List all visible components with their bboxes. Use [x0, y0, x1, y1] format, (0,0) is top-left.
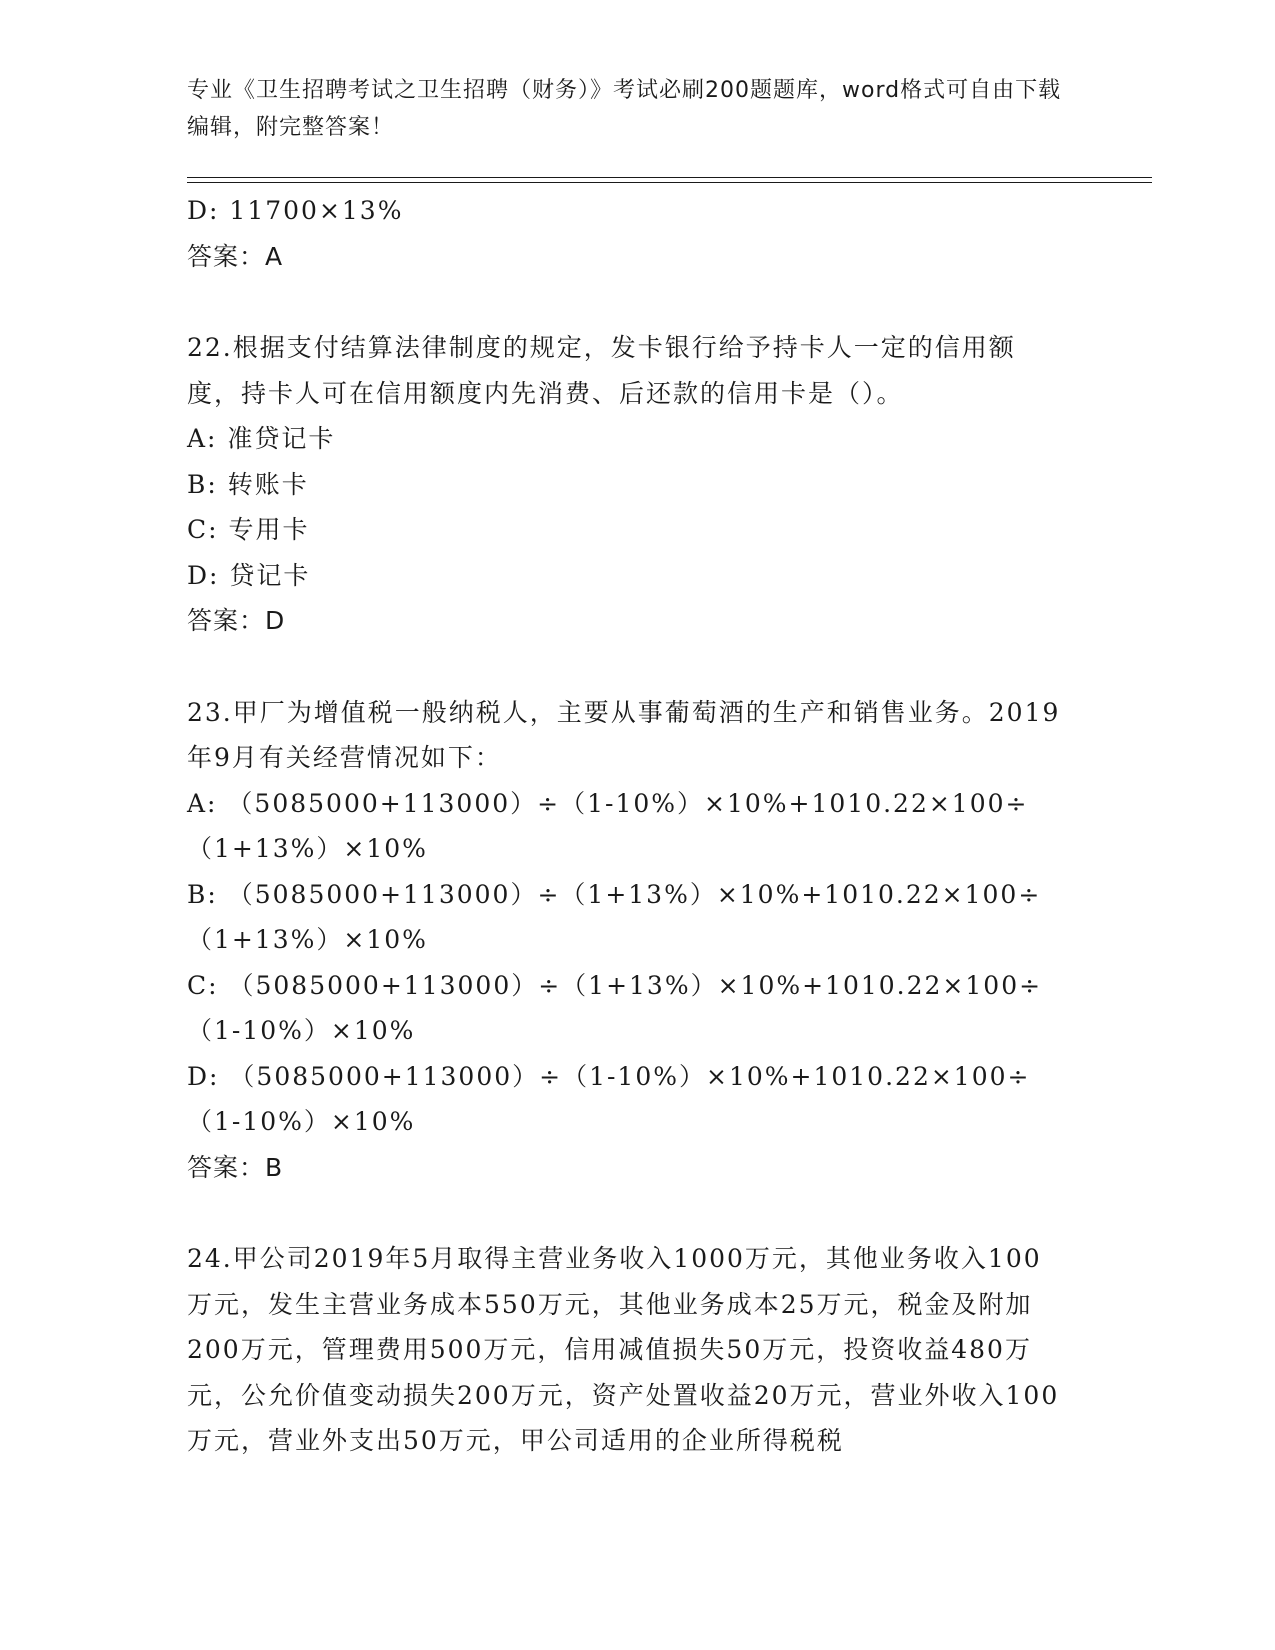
q22-option-d: D: 贷记卡 — [187, 560, 311, 590]
q23-option-a: A: （5085000+113000）÷（1-10%）×10%+1010.22×100÷（1+13%）×10% — [187, 788, 1029, 863]
q23-option-d: D: （5085000+113000）÷（1-10%）×10%+1010.22×100÷（1-10%）×10% — [187, 1061, 1031, 1136]
q23-option-b: B: （5085000+113000）÷（1+13%）×10%+1010.22×100÷（1+13%）×10% — [187, 879, 1042, 954]
q23-option-c: C: （5085000+113000）÷（1+13%）×10%+1010.22×100÷（1-10%）×10% — [187, 970, 1043, 1045]
spacer — [187, 279, 1067, 325]
q22-answer: 答案：D — [187, 606, 286, 635]
document-header — [187, 72, 1067, 146]
q22-option-b: B: 转账卡 — [187, 469, 309, 499]
q22-option-a: A: 准贷记卡 — [187, 424, 336, 453]
header-title: 专业《卫生招聘考试之卫生招聘（财务）》考试必刷200题题库，word格式可自由下载编辑，附完整答案！ — [187, 78, 1062, 140]
document-body — [187, 188, 1067, 1464]
q22-option-c: C: 专用卡 — [187, 515, 310, 544]
q22-stem: 22.根据支付结算法律制度的规定，发卡银行给予持卡人一定的信用额度，持卡人可在信用额度内先消费、后还款的信用卡是（）。 — [187, 333, 1016, 408]
q24-stem: 24.甲公司2019年5月取得主营业务收入1000万元，其他业务收入100万元，发生主营业务成本550万元，其他业务成本25万元，税金及附加200万元，管理费用500万元，信用减值损失50万元，投资收益480万元，公允价值变动损失200万元，资产处置收益20万元，营业外收入100万元，营业外支出50万元，甲公司适用的企业所得税税 — [187, 1244, 1060, 1455]
q21-answer: 答案：A — [187, 241, 284, 271]
header-rule-top — [187, 177, 1152, 178]
q21-option-d: D: 11700×13% — [187, 196, 404, 225]
spacer — [187, 644, 1067, 690]
spacer — [187, 1190, 1067, 1236]
q23-answer: 答案：B — [187, 1152, 284, 1182]
q23-stem: 23.甲厂为增值税一般纳税人，主要从事葡萄酒的生产和销售业务。2019年9月有关经营情况如下： — [187, 697, 1061, 772]
header-rule-bottom — [187, 182, 1152, 183]
